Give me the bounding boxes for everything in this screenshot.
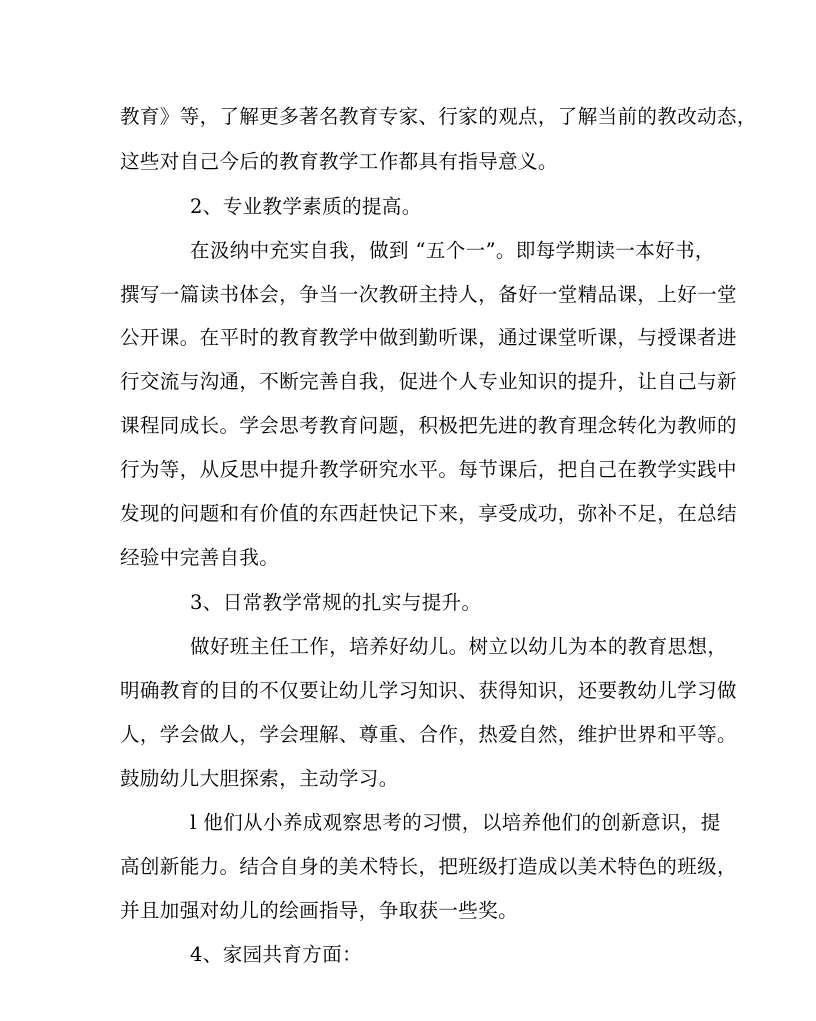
text-line: 公开课。在平时的教育教学中做到勤听课，通过课堂听课，与授课者进 — [120, 326, 737, 349]
text-line: 鼓励幼儿大胆探索，主动学习。 — [120, 767, 399, 790]
text-line: 这些对自己今后的教育教学工作都具有指导意义。 — [120, 150, 558, 173]
text-line: 行交流与沟通，不断完善自我，促进个人专业知识的提升，让自己与新 — [120, 370, 737, 393]
text-line: 教育》等，了解更多著名教育专家、行家的观点，了解当前的教改动态， — [120, 105, 757, 128]
section-heading: 4、家园共育方面： — [190, 943, 363, 966]
text-line: 经验中完善自我。 — [120, 546, 280, 569]
text-line: 发现的问题和有价值的东西赶快记下来，享受成功，弥补不足，在总结 — [120, 502, 737, 525]
text-line: 人，学会做人，学会理解、尊重、合作，热爱自然，维护世界和平等。 — [120, 723, 737, 746]
text-line: 行为等，从反思中提升教学研究水平。每节课后，把自己在教学实践中 — [120, 458, 737, 481]
text-line: l 他们从小养成观察思考的习惯，以培养他们的创新意识，提 — [190, 811, 721, 834]
text-line: 课程同成长。学会思考教育问题，积极把先进的教育理念转化为教师的 — [120, 414, 737, 437]
section-heading: 2、专业教学素质的提高。 — [190, 195, 422, 218]
text-line: 做好班主任工作，培养好幼儿。树立以幼儿为本的教育思想， — [190, 635, 728, 658]
section-heading: 3、日常教学常规的扎实与提升。 — [190, 591, 482, 614]
text-line: 撰写一篇读书体会，争当一次教研主持人，备好一堂精品课，上好一堂 — [120, 283, 737, 306]
text-line: 在汲纳中充实自我，做到 “五个一”。即每学期读一本好书， — [190, 239, 715, 262]
text-line: 并且加强对幼儿的绘画指导，争取获一些奖。 — [120, 899, 519, 922]
text-line: 明确教育的目的不仅要让幼儿学习知识、获得知识，还要教幼儿学习做 — [120, 679, 737, 702]
text-line: 高创新能力。结合自身的美术特长，把班级打造成以美术特色的班级， — [120, 855, 737, 878]
